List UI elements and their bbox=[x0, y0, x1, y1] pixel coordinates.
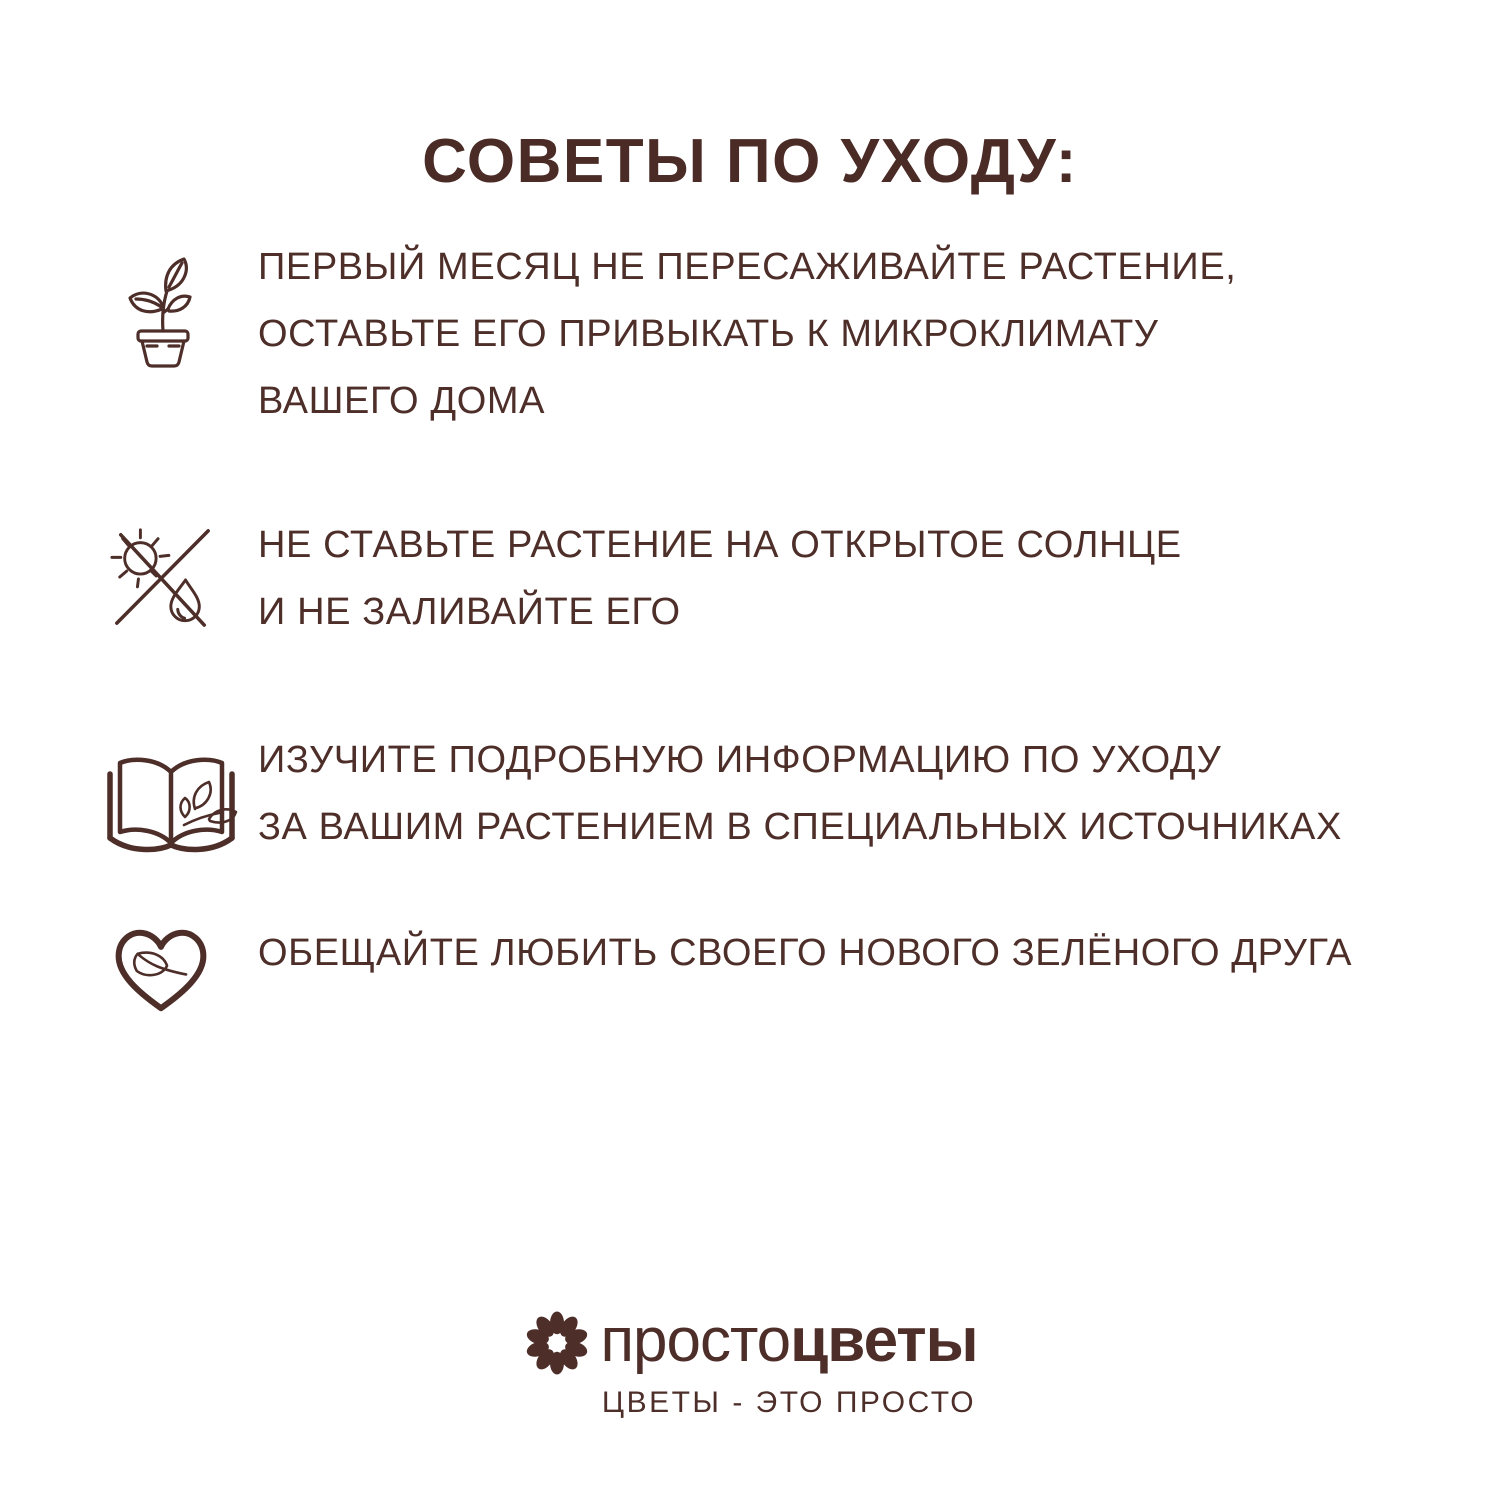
brand-tagline: ЦВЕТЫ - ЭТО ПРОСТО bbox=[601, 1386, 977, 1419]
tip-line: НЕ СТАВЬТЕ РАСТЕНИЕ НА ОТКРЫТОЕ СОЛНЦЕ bbox=[258, 524, 1182, 566]
brand-wordmark bbox=[600, 1306, 977, 1376]
tip-line: ЗА ВАШИМ РАСТЕНИЕМ В СПЕЦИАЛЬНЫХ ИСТОЧНИКАХ bbox=[258, 806, 1342, 848]
tip-line: ОСТАВЬТЕ ЕГО ПРИВЫКАТЬ К МИКРОКЛИМАТУ bbox=[258, 313, 1159, 355]
care-book-icon bbox=[96, 752, 246, 862]
brand-name-bold: цветы bbox=[790, 1306, 978, 1375]
tip-text bbox=[258, 920, 1352, 987]
tip-line: ПЕРВЫЙ МЕСЯЦ НЕ ПЕРЕСАЖИВАЙТЕ РАСТЕНИЕ, bbox=[258, 246, 1237, 288]
heart-leaf-icon bbox=[110, 924, 212, 1018]
tip-text bbox=[258, 234, 1236, 435]
tip-text bbox=[258, 512, 1182, 646]
flower-logo-icon bbox=[522, 1308, 592, 1378]
tip-line: ИЗУЧИТЕ ПОДРОБНУЮ ИНФОРМАЦИЮ ПО УХОДУ bbox=[258, 739, 1222, 781]
tip-line: И НЕ ЗАЛИВАЙТЕ ЕГО bbox=[258, 591, 681, 633]
tip-line: ОБЕЩАЙТЕ ЛЮБИТЬ СВОЕГО НОВОГО ЗЕЛЁНОГО ДРУГА bbox=[258, 932, 1353, 974]
no-sun-no-overwatering-icon bbox=[108, 521, 216, 633]
potted-plant-icon bbox=[123, 256, 203, 370]
tip-text bbox=[258, 727, 1342, 861]
page-title: СОВЕТЫ ПО УХОДУ: bbox=[422, 126, 1078, 196]
brand-logo bbox=[0, 1306, 1500, 1420]
tip-line: ВАШЕГО ДОМА bbox=[258, 380, 546, 422]
brand-name-regular: просто bbox=[600, 1306, 791, 1375]
